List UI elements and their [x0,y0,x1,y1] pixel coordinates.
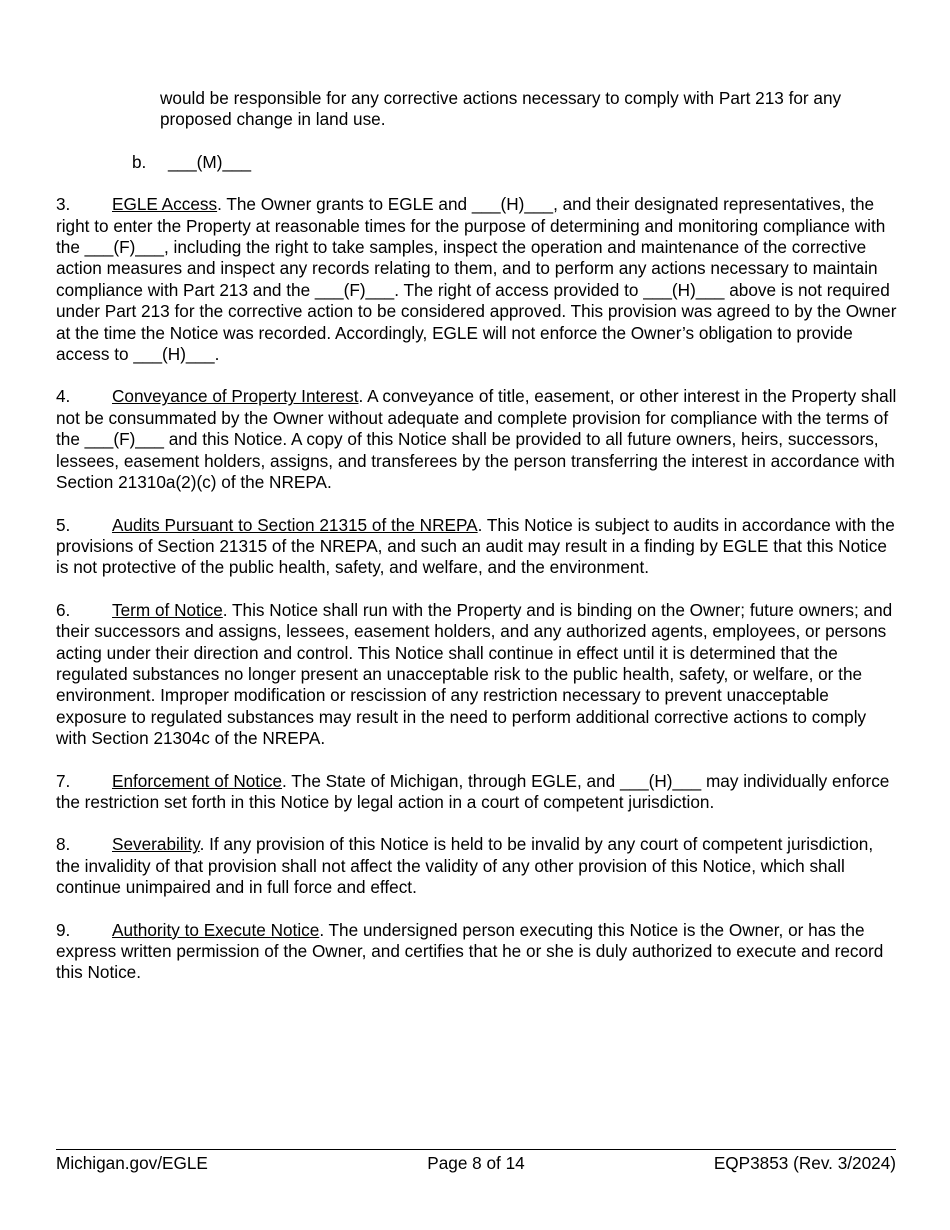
section-body: . A conveyance of title, easement, or other interest in the Property shall not be consummated by the Owner without adequate and complete provision for compliance with the terms of the ___(F)___ and this Notice. A copy of this Notice shall be provided to all future owners, heirs, successors, lessees, easement holders, assigns, and transferees by the person transferring the interest in accordance with Section 21310a(2)(c) of the NREPA. [56,386,897,493]
section-number: 6. [56,599,71,620]
section-body: . The State of Michigan, through EGLE, and ___(H)___ may individually enforce the restriction set forth in this Notice by legal action in a court of competent jurisdiction. [56,770,890,812]
section-3 [56,194,898,365]
section-heading: Enforcement of Notice [112,770,283,791]
section-number: 7. [56,770,71,791]
subitem-label: b. [132,151,147,172]
subitem-b [132,152,898,173]
section-6 [56,600,898,750]
section-heading: Term of Notice [112,599,223,620]
section-body: . The undersigned person executing this Notice is the Owner, or has the express written permission of the Owner, and certifies that he or she is duly authorized to execute and record this Notice. [56,919,884,983]
section-4 [56,386,898,493]
section-heading: Conveyance of Property Interest [112,386,359,407]
section-9 [56,920,898,984]
section-number: 9. [56,919,71,940]
section-body: . This Notice is subject to audits in accordance with the provisions of Section 21315 of the NREPA, and such an audit may result in a finding by EGLE that this Notice is not protective of the public health, safety, and welfare, and the environment. [56,514,895,578]
page-footer [56,1152,896,1174]
section-heading: EGLE Access [112,194,218,215]
section-body: . The Owner grants to EGLE and ___(H)___, and their designated representatives, the right to enter the Property at reasonable times for the purpose of determining and monitoring compliance with the ___(F)___, including the right to take samples, inspect the operation and maintenance of the corrective action measures and inspect any records relating to them, and to perform any actions necessary to maintain compliance with Part 213 and the ___(F)___. The right of access provided to ___(H)___ above is not required under Part 213 for the corrective action to be considered approved. This provision was agreed to by the Owner at the time the Notice was recorded. Accordingly, EGLE will not enforce the Owner’s obligation to provide access to ___(H)___. [56,194,897,365]
continuation-text: would be responsible for any corrective actions necessary to comply with Part 213 for any proposed change in land use. [160,88,842,130]
document-body [56,88,898,984]
section-heading: Audits Pursuant to Section 21315 of the NREPA [112,514,478,535]
section-heading: Authority to Execute Notice [112,919,320,940]
section-number: 3. [56,194,71,215]
section-number: 8. [56,834,71,855]
footer-page-number: Page 8 of 14 [427,1153,525,1173]
section-heading: Severability [112,834,200,855]
section-number: 4. [56,386,71,407]
footer-divider [56,1149,896,1150]
footer-form-number: EQP3853 (Rev. 3/2024) [713,1153,896,1173]
footer-website: Michigan.gov/EGLE [56,1153,208,1173]
subitem-text: ___(M)___ [168,151,252,172]
section-number: 5. [56,514,71,535]
section-7 [56,771,898,814]
section-body: . If any provision of this Notice is held to be invalid by any court of competent jurisdiction, the invalidity of that provision shall not affect the validity of any other provision of this Notice, which shall continue unimpaired and in full force and effect. [56,834,874,898]
section-8 [56,834,898,898]
section-body: . This Notice shall run with the Property and is binding on the Owner; future owners; and their successors and assigns, lessees, easement holders, and any authorized agents, employees, or persons acting under their direction and control. This Notice shall continue in effect until it is determined that the regulated substances no longer present an unacceptable risk to the public health, safety, or welfare, or the environment. Improper modification or rescission of any restriction necessary to prevent unacceptable exposure to regulated substances may result in the need to perform additional corrective actions to comply with Section 21304c of the NREPA. [56,599,893,749]
section-5 [56,515,898,579]
